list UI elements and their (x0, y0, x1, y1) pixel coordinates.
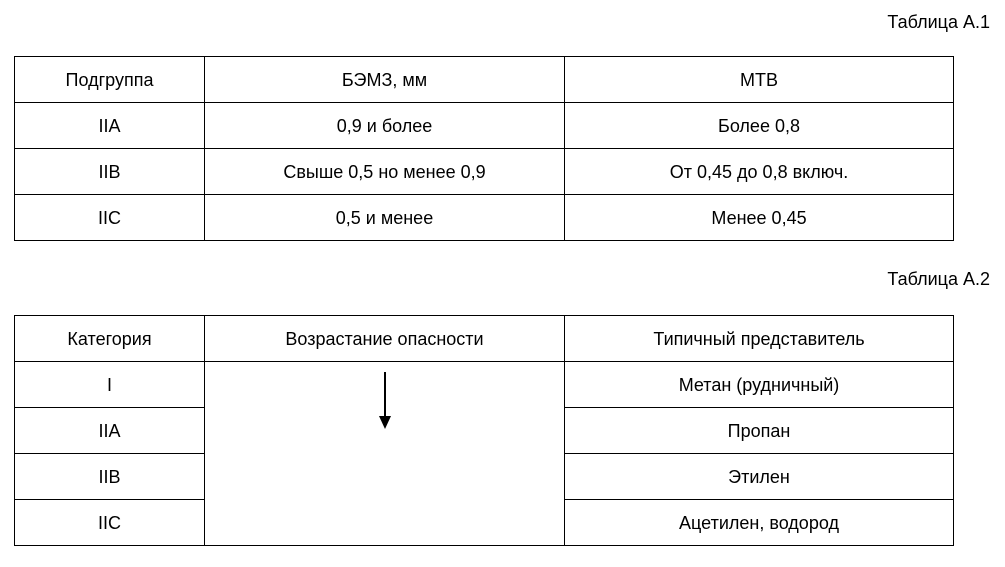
header-cell: Возрастание опасности (205, 316, 565, 362)
table-cell: От 0,45 до 0,8 включ. (565, 149, 954, 195)
table2-caption: Таблица А.2 (887, 269, 990, 289)
category-table (14, 315, 954, 546)
header-cell: МТВ (565, 57, 954, 103)
table-cell: Более 0,8 (565, 103, 954, 149)
header-cell: Категория (15, 316, 205, 362)
arrow-down-icon (378, 372, 392, 430)
table-cell: Метан (рудничный) (565, 362, 954, 408)
subgroup-table (14, 56, 954, 241)
table1-caption: Таблица А.1 (887, 12, 990, 32)
table-header-row (15, 57, 954, 103)
table-cell: IIC (15, 500, 205, 546)
table-cell: IIB (15, 149, 205, 195)
table-cell: 0,9 и более (205, 103, 565, 149)
header-cell: БЭМЗ, мм (205, 57, 565, 103)
header-cell: Подгруппа (15, 57, 205, 103)
header-cell: Типичный представитель (565, 316, 954, 362)
table-cell: IIC (15, 195, 205, 241)
table-cell: Менее 0,45 (565, 195, 954, 241)
table-cell: IIA (15, 103, 205, 149)
table-header-row (15, 316, 954, 362)
table-cell: IIB (15, 454, 205, 500)
table-row (15, 149, 954, 195)
table-cell: I (15, 362, 205, 408)
table-row (15, 195, 954, 241)
table-row (15, 362, 954, 408)
table-cell: 0,5 и менее (205, 195, 565, 241)
table-cell: Свыше 0,5 но менее 0,9 (205, 149, 565, 195)
table-cell: Этилен (565, 454, 954, 500)
danger-increase-cell (205, 362, 565, 546)
table-row (15, 103, 954, 149)
table-cell: Пропан (565, 408, 954, 454)
table-cell: IIA (15, 408, 205, 454)
table-cell: Ацетилен, водород (565, 500, 954, 546)
